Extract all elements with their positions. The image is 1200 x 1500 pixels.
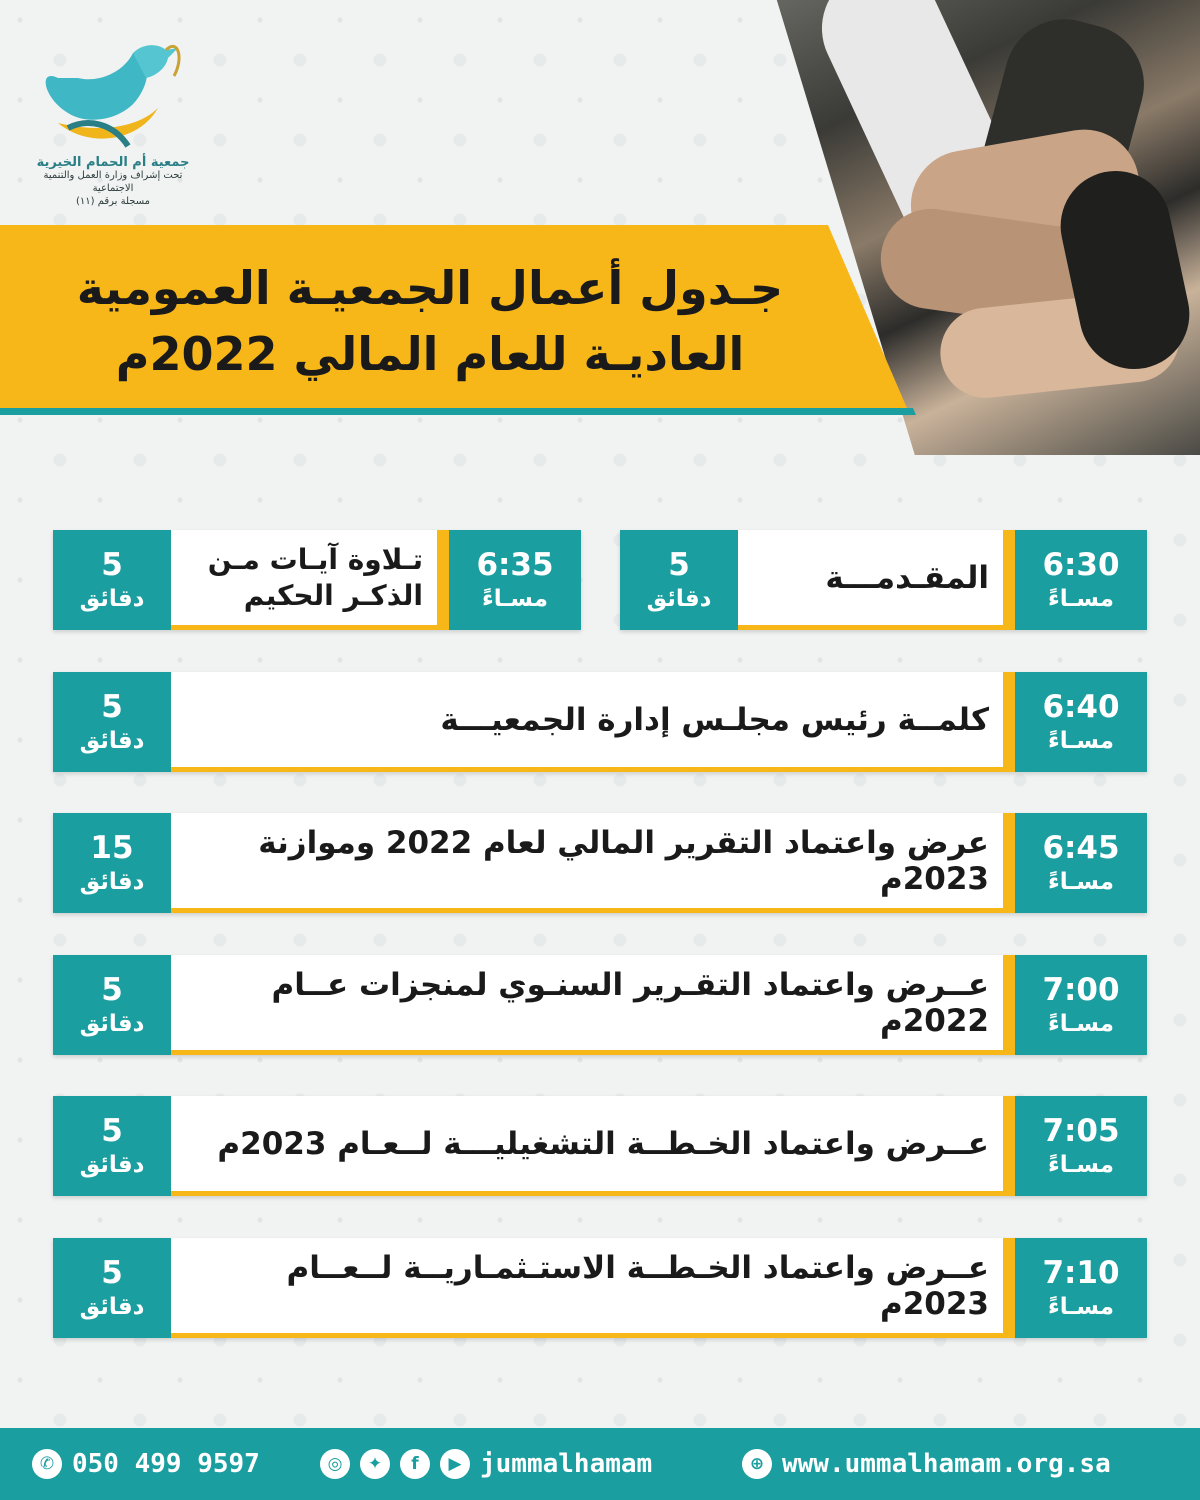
dove-logo-icon <box>28 28 198 158</box>
time-period: مسـاءً <box>1048 586 1114 612</box>
duration-value: 5 <box>101 1255 123 1291</box>
agenda-item-text-line1: تـلاوة آيـات مـن <box>207 542 423 576</box>
time-cell <box>1015 530 1147 630</box>
social-handle: jummalhamam <box>480 1449 653 1479</box>
duration-unit: دقائق <box>79 1011 145 1037</box>
agenda-item-text: عــرض واعتماد الخـطــة التشغيليـــة لــعـام 2023م <box>171 1096 1015 1196</box>
logo-caption-line2: مسجلة برقم (١١) <box>75 196 151 207</box>
agenda-item-text: المقـدمـــة <box>738 530 1015 630</box>
website-contact[interactable] <box>742 1446 1111 1482</box>
title-line1: جـدول أعمال الجمعيـة العمومية <box>76 261 784 315</box>
agenda-row-630 <box>620 530 1147 630</box>
time-value: 7:05 <box>1042 1113 1120 1149</box>
duration-cell <box>53 955 171 1055</box>
twitter-icon[interactable]: ✦ <box>360 1449 390 1479</box>
phone-number: 050 499 9597 <box>72 1449 260 1479</box>
time-value: 6:45 <box>1042 830 1120 866</box>
agenda-row-710 <box>53 1238 1147 1338</box>
agenda-row-705 <box>53 1096 1147 1196</box>
time-period: مسـاءً <box>1048 728 1114 754</box>
agenda-item-text: عــرض واعتماد التقـرير السنـوي لمنجزات عــام 2022م <box>171 955 1015 1055</box>
duration-value: 5 <box>101 689 123 725</box>
agenda-item-text: كلمــة رئيس مجلـس إدارة الجمعيـــة <box>171 672 1015 772</box>
time-period: مسـاءً <box>1048 1152 1114 1178</box>
duration-value: 5 <box>101 1113 123 1149</box>
time-cell <box>1015 1096 1147 1196</box>
contact-footer <box>0 1428 1200 1500</box>
social-contact[interactable] <box>320 1446 652 1482</box>
agenda-item-text-line2: الذكـر الحكيم <box>243 578 423 612</box>
page-title <box>40 255 820 387</box>
duration-unit: دقائق <box>79 586 145 612</box>
agenda-row-640 <box>53 672 1147 772</box>
time-value: 6:30 <box>1042 547 1120 583</box>
time-value: 7:00 <box>1042 972 1120 1008</box>
youtube-icon[interactable]: ▶ <box>440 1449 470 1479</box>
time-period: مسـاءً <box>482 586 548 612</box>
organization-logo <box>28 28 198 207</box>
logo-caption-line1: تحت إشراف وزارة العمل والتنمية الاجتماعية <box>43 170 183 194</box>
globe-icon: ⊕ <box>742 1449 772 1479</box>
time-cell <box>1015 813 1147 913</box>
time-value: 6:35 <box>476 547 554 583</box>
duration-unit: دقائق <box>79 1152 145 1178</box>
duration-value: 5 <box>101 972 123 1008</box>
agenda-row-700 <box>53 955 1147 1055</box>
duration-cell <box>53 672 171 772</box>
duration-unit: دقائق <box>79 728 145 754</box>
duration-value: 5 <box>101 547 123 583</box>
time-cell <box>1015 955 1147 1055</box>
time-cell <box>449 530 581 630</box>
duration-unit: دقائق <box>646 586 712 612</box>
duration-cell <box>53 1096 171 1196</box>
duration-cell <box>53 1238 171 1338</box>
duration-unit: دقائق <box>79 869 145 895</box>
agenda-item-text: عرض واعتماد التقرير المالي لعام 2022 وموازنة 2023م <box>171 813 1015 913</box>
logo-name: جمعية أم الحمام الخيرية <box>36 155 190 170</box>
agenda-item-text <box>171 530 449 630</box>
time-period: مسـاءً <box>1048 869 1114 895</box>
time-cell <box>1015 1238 1147 1338</box>
time-period: مسـاءً <box>1048 1294 1114 1320</box>
agenda-row-635 <box>53 530 581 630</box>
instagram-icon[interactable]: ◎ <box>320 1449 350 1479</box>
duration-cell <box>53 813 171 913</box>
duration-cell <box>53 530 171 630</box>
title-line2: العاديـة للعام المالي 2022م <box>115 327 745 381</box>
time-period: مسـاءً <box>1048 1011 1114 1037</box>
whatsapp-icon: ✆ <box>32 1449 62 1479</box>
duration-unit: دقائق <box>79 1294 145 1320</box>
agenda-item-text: عــرض واعتماد الخـطــة الاستـثمـاريــة لــعــام 2023م <box>171 1238 1015 1338</box>
duration-value: 15 <box>90 830 134 866</box>
phone-contact[interactable] <box>32 1446 260 1482</box>
title-banner-underline <box>0 408 916 415</box>
facebook-icon[interactable]: f <box>400 1449 430 1479</box>
website-url: www.ummalhamam.org.sa <box>782 1449 1111 1479</box>
duration-value: 5 <box>668 547 690 583</box>
agenda-row-645 <box>53 813 1147 913</box>
duration-cell <box>620 530 738 630</box>
time-cell <box>1015 672 1147 772</box>
time-value: 7:10 <box>1042 1255 1120 1291</box>
time-value: 6:40 <box>1042 689 1120 725</box>
